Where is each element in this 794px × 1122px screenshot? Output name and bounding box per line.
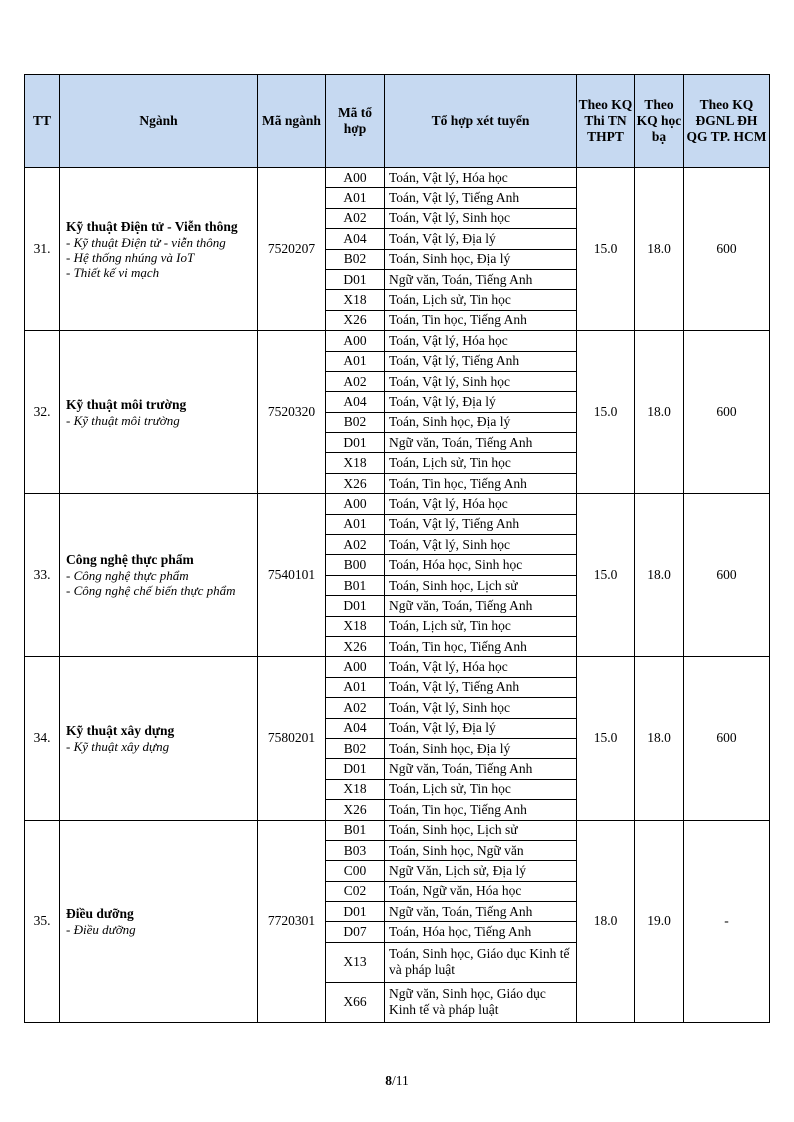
combo-subjects: Ngữ văn, Sinh học, Giáo dục Kinh tế và pháp luật bbox=[385, 982, 577, 1022]
combo-subjects: Toán, Vật lý, Địa lý bbox=[385, 229, 577, 249]
combo-code: A01 bbox=[326, 188, 385, 208]
combo-subjects: Ngữ văn, Toán, Tiếng Anh bbox=[385, 902, 577, 922]
combo-code: X66 bbox=[326, 982, 385, 1022]
major-specialization: - Hệ thống nhúng và IoT bbox=[66, 249, 195, 265]
row-number: 31. bbox=[25, 168, 60, 331]
score-dgnl: - bbox=[684, 820, 770, 1022]
table-row bbox=[25, 657, 770, 677]
major-specialization: - Công nghệ thực phẩm bbox=[66, 568, 189, 584]
combo-subjects: Toán, Vật lý, Sinh học bbox=[385, 535, 577, 555]
header-score-thpt: Theo KQ Thi TN THPT bbox=[577, 75, 635, 168]
combo-subjects: Toán, Lịch sử, Tin học bbox=[385, 453, 577, 473]
major-code: 7520320 bbox=[258, 331, 326, 494]
combo-subjects: Ngữ văn, Toán, Tiếng Anh bbox=[385, 596, 577, 616]
major-specialization: - Kỹ thuật xây dựng bbox=[66, 738, 170, 754]
major-name: Kỹ thuật xây dựng bbox=[66, 722, 175, 738]
major-specialization: - Kỹ thuật Điện tử - viễn thông bbox=[66, 234, 226, 250]
combo-subjects: Toán, Sinh học, Địa lý bbox=[385, 249, 577, 269]
header-combo: Tổ hợp xét tuyển bbox=[385, 75, 577, 168]
combo-subjects: Toán, Lịch sử, Tin học bbox=[385, 616, 577, 636]
combo-subjects: Toán, Vật lý, Hóa học bbox=[385, 494, 577, 514]
combo-subjects: Toán, Sinh học, Địa lý bbox=[385, 738, 577, 758]
combo-code: D01 bbox=[326, 759, 385, 779]
combo-subjects: Toán, Lịch sử, Tin học bbox=[385, 290, 577, 310]
row-number: 35. bbox=[25, 820, 60, 1022]
major-specialization: - Điều dưỡng bbox=[66, 921, 136, 937]
combo-subjects: Ngữ văn, Toán, Tiếng Anh bbox=[385, 269, 577, 289]
combo-code: B00 bbox=[326, 555, 385, 575]
combo-code: X18 bbox=[326, 290, 385, 310]
score-hocba: 18.0 bbox=[635, 494, 684, 657]
score-dgnl: 600 bbox=[684, 657, 770, 820]
table-row bbox=[25, 820, 770, 840]
combo-code: A00 bbox=[326, 168, 385, 188]
combo-subjects: Toán, Ngữ văn, Hóa học bbox=[385, 881, 577, 901]
score-dgnl: 600 bbox=[684, 331, 770, 494]
combo-code: C02 bbox=[326, 881, 385, 901]
combo-subjects: Toán, Vật lý, Tiếng Anh bbox=[385, 677, 577, 697]
major-cell bbox=[60, 494, 258, 657]
major-code: 7520207 bbox=[258, 168, 326, 331]
combo-subjects: Toán, Hóa học, Tiếng Anh bbox=[385, 922, 577, 942]
major-cell bbox=[60, 331, 258, 494]
combo-code: B02 bbox=[326, 738, 385, 758]
score-hocba: 18.0 bbox=[635, 657, 684, 820]
score-thpt: 18.0 bbox=[577, 820, 635, 1022]
major-specialization: - Thiết kế vi mạch bbox=[66, 264, 160, 280]
combo-subjects: Toán, Sinh học, Lịch sử bbox=[385, 820, 577, 840]
major-cell bbox=[60, 657, 258, 820]
combo-subjects: Toán, Sinh học, Lịch sử bbox=[385, 575, 577, 595]
combo-code: C00 bbox=[326, 861, 385, 881]
combo-code: X18 bbox=[326, 779, 385, 799]
combo-code: A01 bbox=[326, 351, 385, 371]
combo-code: D07 bbox=[326, 922, 385, 942]
score-thpt: 15.0 bbox=[577, 168, 635, 331]
header-combo-code: Mã tổ hợp bbox=[326, 75, 385, 168]
combo-code: A01 bbox=[326, 514, 385, 534]
header-major-code: Mã ngành bbox=[258, 75, 326, 168]
combo-subjects: Toán, Tin học, Tiếng Anh bbox=[385, 473, 577, 493]
combo-subjects: Toán, Tin học, Tiếng Anh bbox=[385, 310, 577, 330]
row-number: 34. bbox=[25, 657, 60, 820]
combo-code: X26 bbox=[326, 310, 385, 330]
combo-subjects: Toán, Vật lý, Hóa học bbox=[385, 657, 577, 677]
combo-subjects: Toán, Vật lý, Hóa học bbox=[385, 331, 577, 351]
major-name: Công nghệ thực phẩm bbox=[66, 552, 194, 568]
score-hocba: 19.0 bbox=[635, 820, 684, 1022]
combo-code: A02 bbox=[326, 535, 385, 555]
combo-subjects: Toán, Sinh học, Giáo dục Kinh tế và pháp luật bbox=[385, 942, 577, 982]
major-name: Kỹ thuật môi trường bbox=[66, 396, 187, 412]
combo-code: D01 bbox=[326, 433, 385, 453]
major-name: Kỹ thuật Điện tử - Viễn thông bbox=[66, 218, 238, 234]
combo-code: X26 bbox=[326, 800, 385, 820]
major-specialization: - Công nghệ chế biến thực phẩm bbox=[66, 583, 236, 599]
page-number bbox=[0, 1073, 794, 1089]
combo-code: A00 bbox=[326, 331, 385, 351]
combo-code: D01 bbox=[326, 902, 385, 922]
combo-code: X26 bbox=[326, 636, 385, 656]
combo-code: X26 bbox=[326, 473, 385, 493]
combo-subjects: Toán, Sinh học, Ngữ văn bbox=[385, 840, 577, 860]
combo-code: A00 bbox=[326, 494, 385, 514]
score-dgnl: 600 bbox=[684, 168, 770, 331]
combo-subjects: Toán, Tin học, Tiếng Anh bbox=[385, 636, 577, 656]
row-number: 33. bbox=[25, 494, 60, 657]
combo-code: B02 bbox=[326, 249, 385, 269]
combo-subjects: Toán, Vật lý, Địa lý bbox=[385, 718, 577, 738]
major-cell bbox=[60, 168, 258, 331]
table-row bbox=[25, 168, 770, 188]
score-thpt: 15.0 bbox=[577, 494, 635, 657]
combo-subjects: Toán, Vật lý, Sinh học bbox=[385, 371, 577, 391]
major-cell bbox=[60, 820, 258, 1022]
admission-table bbox=[24, 74, 770, 1023]
header-major: Ngành bbox=[60, 75, 258, 168]
header-score-dgnl: Theo KQ ĐGNL ĐH QG TP. HCM bbox=[684, 75, 770, 168]
combo-subjects: Toán, Vật lý, Hóa học bbox=[385, 168, 577, 188]
combo-subjects: Toán, Hóa học, Sinh học bbox=[385, 555, 577, 575]
combo-code: B02 bbox=[326, 412, 385, 432]
major-code: 7720301 bbox=[258, 820, 326, 1022]
combo-code: B03 bbox=[326, 840, 385, 860]
combo-code: D01 bbox=[326, 269, 385, 289]
combo-subjects: Ngữ văn, Toán, Tiếng Anh bbox=[385, 759, 577, 779]
combo-code: D01 bbox=[326, 596, 385, 616]
combo-subjects: Toán, Sinh học, Địa lý bbox=[385, 412, 577, 432]
combo-code: X18 bbox=[326, 616, 385, 636]
table-row bbox=[25, 494, 770, 514]
combo-code: A04 bbox=[326, 229, 385, 249]
combo-code: A04 bbox=[326, 718, 385, 738]
major-code: 7540101 bbox=[258, 494, 326, 657]
combo-subjects: Toán, Vật lý, Sinh học bbox=[385, 208, 577, 228]
combo-subjects: Ngữ Văn, Lịch sử, Địa lý bbox=[385, 861, 577, 881]
combo-subjects: Toán, Vật lý, Tiếng Anh bbox=[385, 514, 577, 534]
table-row bbox=[25, 331, 770, 351]
combo-subjects: Toán, Lịch sử, Tin học bbox=[385, 779, 577, 799]
combo-subjects: Toán, Vật lý, Tiếng Anh bbox=[385, 351, 577, 371]
combo-code: A02 bbox=[326, 698, 385, 718]
page-total: /11 bbox=[392, 1073, 409, 1088]
combo-subjects: Ngữ văn, Toán, Tiếng Anh bbox=[385, 433, 577, 453]
combo-code: X13 bbox=[326, 942, 385, 982]
header-score-hocba: Theo KQ học bạ bbox=[635, 75, 684, 168]
combo-code: A00 bbox=[326, 657, 385, 677]
score-hocba: 18.0 bbox=[635, 331, 684, 494]
combo-subjects: Toán, Vật lý, Tiếng Anh bbox=[385, 188, 577, 208]
page-current: 8 bbox=[385, 1073, 392, 1088]
major-specialization: - Kỹ thuật môi trường bbox=[66, 412, 180, 428]
combo-code: A02 bbox=[326, 208, 385, 228]
score-dgnl: 600 bbox=[684, 494, 770, 657]
header-tt: TT bbox=[25, 75, 60, 168]
combo-code: X18 bbox=[326, 453, 385, 473]
combo-code: B01 bbox=[326, 575, 385, 595]
row-number: 32. bbox=[25, 331, 60, 494]
major-name: Điều dưỡng bbox=[66, 905, 134, 921]
score-thpt: 15.0 bbox=[577, 331, 635, 494]
major-code: 7580201 bbox=[258, 657, 326, 820]
combo-code: A01 bbox=[326, 677, 385, 697]
combo-subjects: Toán, Vật lý, Sinh học bbox=[385, 698, 577, 718]
combo-code: B01 bbox=[326, 820, 385, 840]
combo-subjects: Toán, Vật lý, Địa lý bbox=[385, 392, 577, 412]
header-row bbox=[25, 75, 770, 168]
table-body bbox=[25, 168, 770, 1023]
combo-code: A04 bbox=[326, 392, 385, 412]
combo-subjects: Toán, Tin học, Tiếng Anh bbox=[385, 800, 577, 820]
score-hocba: 18.0 bbox=[635, 168, 684, 331]
score-thpt: 15.0 bbox=[577, 657, 635, 820]
combo-code: A02 bbox=[326, 371, 385, 391]
